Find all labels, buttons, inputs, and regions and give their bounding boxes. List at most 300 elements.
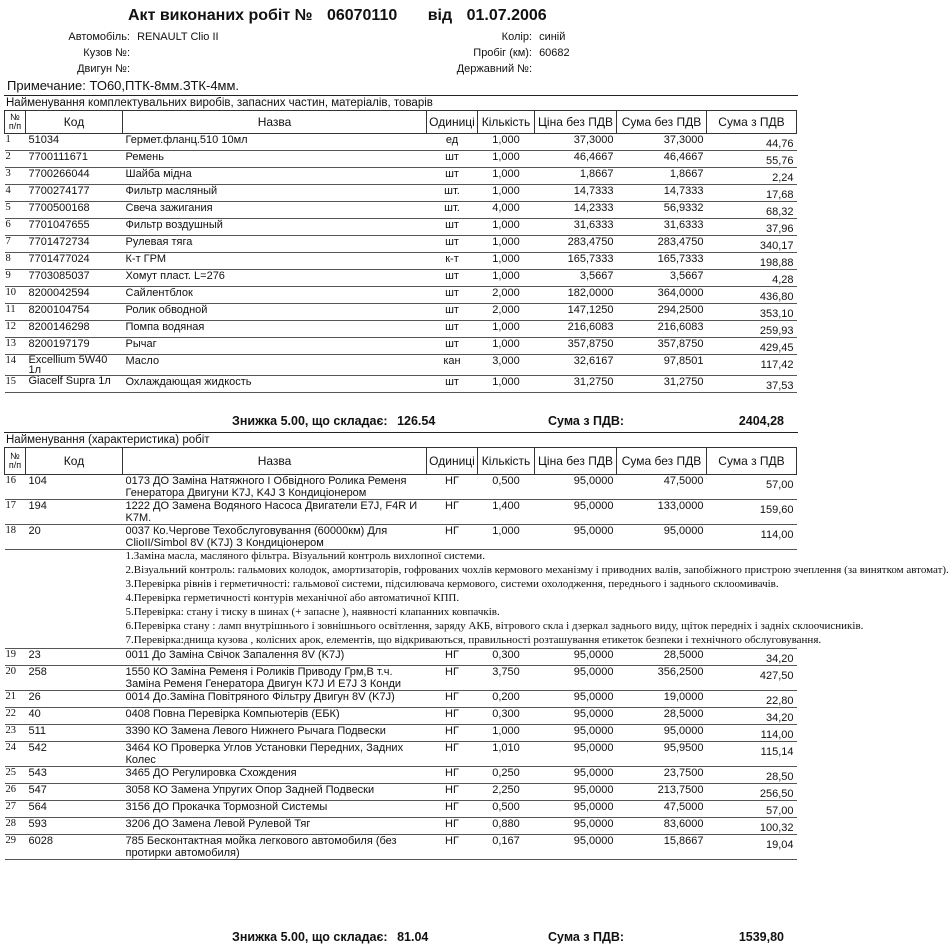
row-num: 24 (5, 742, 26, 767)
table-row (5, 725, 797, 742)
row-unit: шт (427, 376, 478, 393)
row-price: 147,1250 (535, 304, 617, 321)
row-name: 3206 ДО Замена Левой Рулевой Тяг (123, 818, 427, 835)
parts-discount (232, 414, 435, 428)
engine-row (60, 63, 134, 75)
row-unit: НГ (427, 801, 478, 818)
row-sum: 95,0000 (617, 725, 707, 742)
row-price: 95,0000 (535, 725, 617, 742)
row-sum: 1,8667 (617, 168, 707, 185)
row-name: Шайба мідна (123, 168, 427, 185)
row-sum-vat: 34,20 (707, 708, 797, 725)
row-unit: шт (427, 151, 478, 168)
table-row (5, 304, 797, 321)
row-num: 19 (5, 649, 26, 666)
row-num: 21 (5, 691, 26, 708)
row-sum-vat: 340,17 (707, 236, 797, 253)
table-row (5, 708, 797, 725)
row-num: 25 (5, 767, 26, 784)
row-sum: 357,8750 (617, 338, 707, 355)
works-body-a (5, 475, 797, 550)
row-sum-vat: 4,28 (707, 270, 797, 287)
title-label: Акт виконаних робіт № (128, 7, 313, 24)
row-num: 28 (5, 818, 26, 835)
col-qty: Кількість (478, 448, 535, 475)
row-qty: 1,000 (478, 168, 535, 185)
row-qty: 1,000 (478, 270, 535, 287)
row-sum-vat: 114,00 (707, 525, 797, 550)
row-sum: 31,6333 (617, 219, 707, 236)
row-price: 165,7333 (535, 253, 617, 270)
row-num: 3 (5, 168, 26, 185)
row-sum: 46,4667 (617, 151, 707, 168)
row-price: 95,0000 (535, 835, 617, 860)
row-num: 27 (5, 801, 26, 818)
row-name: 785 Бесконтактная мойка легкового автомобиля (без протирки автомобиля) (123, 835, 427, 860)
row-num: 11 (5, 304, 26, 321)
color-row (440, 31, 565, 43)
row-code: 8200104754 (26, 304, 123, 321)
row-sum: 19,0000 (617, 691, 707, 708)
row-qty: 3,750 (478, 666, 535, 691)
table-row (5, 666, 797, 691)
row-code: 40 (26, 708, 123, 725)
row-sum-vat: 259,93 (707, 321, 797, 338)
table-row (5, 767, 797, 784)
row-name: Рычаг (123, 338, 427, 355)
works-discount (232, 930, 428, 944)
row-sum: 14,7333 (617, 185, 707, 202)
row-qty: 4,000 (478, 202, 535, 219)
row-name: Рулевая тяга (123, 236, 427, 253)
row-code: 542 (26, 742, 123, 767)
row-code: 7701477024 (26, 253, 123, 270)
row-sum-vat: 353,10 (707, 304, 797, 321)
row-sum: 31,2750 (617, 376, 707, 393)
col-name: Назва (123, 448, 427, 475)
row-name: Хомут пласт. L=276 (123, 270, 427, 287)
table-row (5, 835, 797, 860)
row-unit: НГ (427, 500, 478, 525)
table-row (5, 784, 797, 801)
row-name: Помпа водяная (123, 321, 427, 338)
row-num: 13 (5, 338, 26, 355)
row-price: 95,0000 (535, 691, 617, 708)
row-price: 32,6167 (535, 355, 617, 376)
row-price: 46,4667 (535, 151, 617, 168)
row-code: 7700500168 (26, 202, 123, 219)
row-unit: НГ (427, 649, 478, 666)
car-value: RENAULT Clio II (137, 31, 219, 43)
row-sum: 47,5000 (617, 475, 707, 500)
row-code: 7703085037 (26, 270, 123, 287)
row-code: 564 (26, 801, 123, 818)
row-unit: шт (427, 219, 478, 236)
row-unit: НГ (427, 742, 478, 767)
row-name: 1550 КО Заміна Ременя і Роликів Приводу Грм,В т.ч. Заміна Ременя Генератора Двигун K7J И E7J З Конди (123, 666, 427, 691)
mileage-row (440, 47, 570, 59)
row-unit: НГ (427, 691, 478, 708)
row-price: 216,6083 (535, 321, 617, 338)
row-unit: шт (427, 287, 478, 304)
service-detail-item: 3.Перевірка рівнів і герметичності: гальмової системи, підсилювача кермового, системи охолодження, переднього і заднього склоомивачів. (125, 578, 779, 590)
row-sum-vat: 256,50 (707, 784, 797, 801)
row-code: 104 (26, 475, 123, 500)
row-code: 547 (26, 784, 123, 801)
row-num: 5 (5, 202, 26, 219)
row-price: 95,0000 (535, 742, 617, 767)
row-qty: 1,000 (478, 151, 535, 168)
row-name: Ремень (123, 151, 427, 168)
row-num: 14 (5, 355, 26, 376)
row-price: 182,0000 (535, 287, 617, 304)
row-qty: 2,000 (478, 287, 535, 304)
row-qty: 1,000 (478, 725, 535, 742)
row-unit: шт (427, 304, 478, 321)
row-code: 8200042594 (26, 287, 123, 304)
row-unit: НГ (427, 784, 478, 801)
table-row (5, 500, 797, 525)
parts-table (4, 110, 797, 393)
row-qty: 1,000 (478, 253, 535, 270)
row-code: 23 (26, 649, 123, 666)
date-label: від (427, 7, 453, 24)
col-sum-vat: Сума з ПДВ (707, 448, 797, 475)
row-name: 0408 Повна Перевірка Компьютерів (ЕБК) (123, 708, 427, 725)
row-sum-vat: 2,24 (707, 168, 797, 185)
car-row (60, 31, 260, 43)
parts-body (5, 134, 797, 393)
body-row (60, 47, 134, 59)
service-details-row (5, 550, 797, 649)
row-price: 95,0000 (535, 767, 617, 784)
row-price: 1,8667 (535, 168, 617, 185)
row-sum: 216,6083 (617, 321, 707, 338)
row-sum-vat: 37,53 (707, 376, 797, 393)
table-row (5, 168, 797, 185)
table-row (5, 801, 797, 818)
table-row (5, 376, 797, 393)
row-price: 31,6333 (535, 219, 617, 236)
row-sum-vat: 57,00 (707, 801, 797, 818)
service-detail-item: 7.Перевірка:днища кузова , колісних арок, елементів, що відкриваються, правильності розташування етикеток безпеки і технічного обслуговування. (125, 634, 822, 646)
row-qty: 0,167 (478, 835, 535, 860)
row-sum: 95,9500 (617, 742, 707, 767)
col-sum: Сума без ПДВ (617, 111, 707, 134)
row-unit: НГ (427, 835, 478, 860)
row-unit: шт (427, 338, 478, 355)
row-qty: 1,000 (478, 525, 535, 550)
table-row (5, 338, 797, 355)
row-unit: НГ (427, 767, 478, 784)
row-name: Свеча зажигания (123, 202, 427, 219)
row-num: 22 (5, 708, 26, 725)
table-row (5, 219, 797, 236)
row-sum: 294,2500 (617, 304, 707, 321)
row-num: 10 (5, 287, 26, 304)
row-num: 18 (5, 525, 26, 550)
row-price: 283,4750 (535, 236, 617, 253)
row-unit: шт (427, 236, 478, 253)
mileage-value: 60682 (539, 47, 570, 59)
row-qty: 0,250 (478, 767, 535, 784)
works-total-label: Сума з ПДВ: (548, 930, 625, 944)
row-code: Giacelf Supra 1л (26, 376, 123, 393)
row-sum: 133,0000 (617, 500, 707, 525)
row-sum-vat: 68,32 (707, 202, 797, 219)
row-name: Фильтр масляный (123, 185, 427, 202)
row-sum: 56,9332 (617, 202, 707, 219)
row-qty: 1,000 (478, 321, 535, 338)
row-code: 7700274177 (26, 185, 123, 202)
row-sum-vat: 28,50 (707, 767, 797, 784)
row-sum: 283,4750 (617, 236, 707, 253)
table-row (5, 202, 797, 219)
row-name: Фильтр воздушный (123, 219, 427, 236)
row-unit: НГ (427, 475, 478, 500)
col-sum: Сума без ПДВ (617, 448, 707, 475)
parts-discount-text: Знижка 5.00, що складає: (232, 414, 388, 428)
row-qty: 0,500 (478, 801, 535, 818)
row-num: 12 (5, 321, 26, 338)
row-price: 95,0000 (535, 708, 617, 725)
row-num: 16 (5, 475, 26, 500)
row-sum: 15,8667 (617, 835, 707, 860)
row-sum-vat: 34,20 (707, 649, 797, 666)
row-code: 593 (26, 818, 123, 835)
works-section-title: Найменування (характеристика) робіт (4, 432, 798, 447)
color-label: Колір: (501, 31, 532, 43)
row-code: 8200146298 (26, 321, 123, 338)
row-sum: 356,2500 (617, 666, 707, 691)
plate-label: Державний №: (456, 63, 532, 75)
works-table (4, 447, 949, 860)
row-sum-vat: 198,88 (707, 253, 797, 270)
parts-section-title: Найменування комплектувальних виробів, запасних частин, матеріалів, товарів (4, 95, 798, 110)
row-qty: 1,400 (478, 500, 535, 525)
row-sum: 37,3000 (617, 134, 707, 151)
row-qty: 1,000 (478, 134, 535, 151)
row-unit: НГ (427, 525, 478, 550)
row-name: 3058 КО Замена Упругих Опор Задней Подвески (123, 784, 427, 801)
row-qty: 1,010 (478, 742, 535, 767)
row-sum-vat: 114,00 (707, 725, 797, 742)
works-details-body (5, 550, 949, 649)
row-price: 95,0000 (535, 649, 617, 666)
row-name: 3465 ДО Регулировка Схождения (123, 767, 427, 784)
row-sum-vat: 55,76 (707, 151, 797, 168)
row-price: 357,8750 (535, 338, 617, 355)
col-unit: Одиниці (427, 448, 478, 475)
col-name: Назва (123, 111, 427, 134)
row-price: 14,2333 (535, 202, 617, 219)
row-qty: 0,880 (478, 818, 535, 835)
row-unit: ед (427, 134, 478, 151)
row-num: 9 (5, 270, 26, 287)
col-qty: Кількість (478, 111, 535, 134)
row-sum: 28,5000 (617, 708, 707, 725)
engine-label: Двигун №: (77, 63, 130, 75)
row-num: 23 (5, 725, 26, 742)
table-row (5, 134, 797, 151)
row-num: 7 (5, 236, 26, 253)
row-sum-vat: 117,42 (707, 355, 797, 376)
row-price: 95,0000 (535, 784, 617, 801)
row-code: 7700266044 (26, 168, 123, 185)
col-num: № п/п (5, 448, 26, 475)
row-qty: 0,200 (478, 691, 535, 708)
row-sum-vat: 159,60 (707, 500, 797, 525)
row-price: 95,0000 (535, 500, 617, 525)
row-price: 14,7333 (535, 185, 617, 202)
table-row (5, 691, 797, 708)
car-label: Автомобіль: (68, 31, 130, 43)
table-row (5, 525, 797, 550)
row-qty: 0,300 (478, 708, 535, 725)
row-qty: 1,000 (478, 376, 535, 393)
service-details (123, 550, 949, 649)
col-sum-vat: Сума з ПДВ (707, 111, 797, 134)
row-sum: 3,5667 (617, 270, 707, 287)
row-sum: 165,7333 (617, 253, 707, 270)
works-header-row (5, 448, 797, 475)
row-code: 258 (26, 666, 123, 691)
row-num: 15 (5, 376, 26, 393)
service-detail-item: 4.Перевірка герметичності контурів механічної або автоматичної КПП. (125, 592, 460, 604)
row-code: 26 (26, 691, 123, 708)
table-row (5, 185, 797, 202)
col-price: Ціна без ПДВ (535, 111, 617, 134)
row-name: 0011 До Заміна Свічок Запалення 8V (K7J) (123, 649, 427, 666)
row-price: 95,0000 (535, 525, 617, 550)
row-qty: 2,250 (478, 784, 535, 801)
row-num: 17 (5, 500, 26, 525)
row-num: 8 (5, 253, 26, 270)
col-num: № п/п (5, 111, 26, 134)
table-row (5, 742, 797, 767)
row-name: 0037 Ко.Чергове Техобслуговування (60000км) Для ClioII/Simbol 8V (K7J) З Кондиціонером (123, 525, 427, 550)
row-name: Охлаждающая жидкость (123, 376, 427, 393)
works-total-value: 1539,80 (738, 930, 784, 944)
table-row (5, 270, 797, 287)
parts-discount-value: 126.54 (397, 414, 436, 428)
row-unit: шт (427, 270, 478, 287)
row-sum: 213,7500 (617, 784, 707, 801)
row-qty: 0,300 (478, 649, 535, 666)
table-row (5, 287, 797, 304)
row-name: Гермет.фланц.510 10мл (123, 134, 427, 151)
row-num: 26 (5, 784, 26, 801)
body-label: Кузов №: (83, 47, 130, 59)
row-sum: 83,6000 (617, 818, 707, 835)
row-unit: шт (427, 321, 478, 338)
act-number: 06070110 (326, 7, 398, 24)
row-sum-vat: 100,32 (707, 818, 797, 835)
row-sum-vat: 22,80 (707, 691, 797, 708)
row-sum-vat: 115,14 (707, 742, 797, 767)
table-row (5, 236, 797, 253)
row-sum: 23,7500 (617, 767, 707, 784)
row-name: Сайлентблок (123, 287, 427, 304)
row-qty: 1,000 (478, 236, 535, 253)
service-detail-item: 2.Візуальний контроль: гальмових колодок, амортизаторів, гофрованих чохлів кермового механізму і приводних валів, запобіжного пристрою зчеплення (за винятком автомат). (125, 564, 949, 576)
row-qty: 2,000 (478, 304, 535, 321)
row-num: 4 (5, 185, 26, 202)
row-unit: НГ (427, 725, 478, 742)
mileage-label: Пробіг (км): (473, 47, 532, 59)
row-code: 7701472734 (26, 236, 123, 253)
service-detail-item: 1.Заміна масла, масляного фільтра. Візуальний контроль вихлопної системи. (125, 550, 485, 562)
row-qty: 1,000 (478, 338, 535, 355)
row-qty: 1,000 (478, 219, 535, 236)
works-body-b (5, 649, 797, 860)
row-qty: 3,000 (478, 355, 535, 376)
color-value: синій (539, 31, 566, 43)
row-code: Excellium 5W40 1л (26, 355, 123, 376)
row-sum-vat: 19,04 (707, 835, 797, 860)
col-code: Код (26, 448, 123, 475)
row-price: 3,5667 (535, 270, 617, 287)
row-sum: 28,5000 (617, 649, 707, 666)
row-sum-vat: 57,00 (707, 475, 797, 500)
row-num: 1 (5, 134, 26, 151)
row-unit: НГ (427, 818, 478, 835)
row-unit: шт. (427, 202, 478, 219)
row-sum: 364,0000 (617, 287, 707, 304)
row-sum-vat: 17,68 (707, 185, 797, 202)
row-price: 95,0000 (535, 666, 617, 691)
row-sum: 97,8501 (617, 355, 707, 376)
col-unit: Одиниці (427, 111, 478, 134)
row-sum-vat: 436,80 (707, 287, 797, 304)
parts-header-row (5, 111, 797, 134)
row-name: 0014 До.Заміна Повітряного Фільтру Двигун 8V (K7J) (123, 691, 427, 708)
row-name: 3464 КО Проверка Углов Установки Передних, Задних Колес (123, 742, 427, 767)
row-unit: НГ (427, 708, 478, 725)
row-code: 194 (26, 500, 123, 525)
col-price: Ціна без ПДВ (535, 448, 617, 475)
works-discount-value: 81.04 (397, 930, 429, 944)
row-unit: шт. (427, 185, 478, 202)
row-price: 95,0000 (535, 801, 617, 818)
row-name: Масло (123, 355, 427, 376)
row-code: 7700111671 (26, 151, 123, 168)
row-code: 8200197179 (26, 338, 123, 355)
row-code: 543 (26, 767, 123, 784)
table-row (5, 475, 797, 500)
row-sum-vat: 44,76 (707, 134, 797, 151)
row-code: 511 (26, 725, 123, 742)
row-name: 0173 ДО Заміна Натяжного І Обвідного Ролика Ременя Генератора Двигуни K7J, K4J З Кондиціонером (123, 475, 427, 500)
row-name: Ролик обводной (123, 304, 427, 321)
row-unit: к-т (427, 253, 478, 270)
row-price: 31,2750 (535, 376, 617, 393)
row-unit: кан (427, 355, 478, 376)
row-num: 6 (5, 219, 26, 236)
row-sum-vat: 427,50 (707, 666, 797, 691)
parts-total-label: Сума з ПДВ: (548, 414, 625, 428)
row-code: 20 (26, 525, 123, 550)
row-price: 37,3000 (535, 134, 617, 151)
act-date: 01.07.2006 (466, 7, 547, 24)
row-sum: 95,0000 (617, 525, 707, 550)
row-name: 3390 КО Замена Левого Нижнего Рычага Подвески (123, 725, 427, 742)
service-detail-item: 6.Перевірка стану : ламп внутрішнього і зовнішнього освітлення, заряду АКБ, вітрового скла і дзеркал заднього виду, щіток передніх і задніх склоочисників. (125, 620, 864, 632)
row-num: 20 (5, 666, 26, 691)
row-sum: 47,5000 (617, 801, 707, 818)
row-num: 29 (5, 835, 26, 860)
row-unit: шт (427, 168, 478, 185)
